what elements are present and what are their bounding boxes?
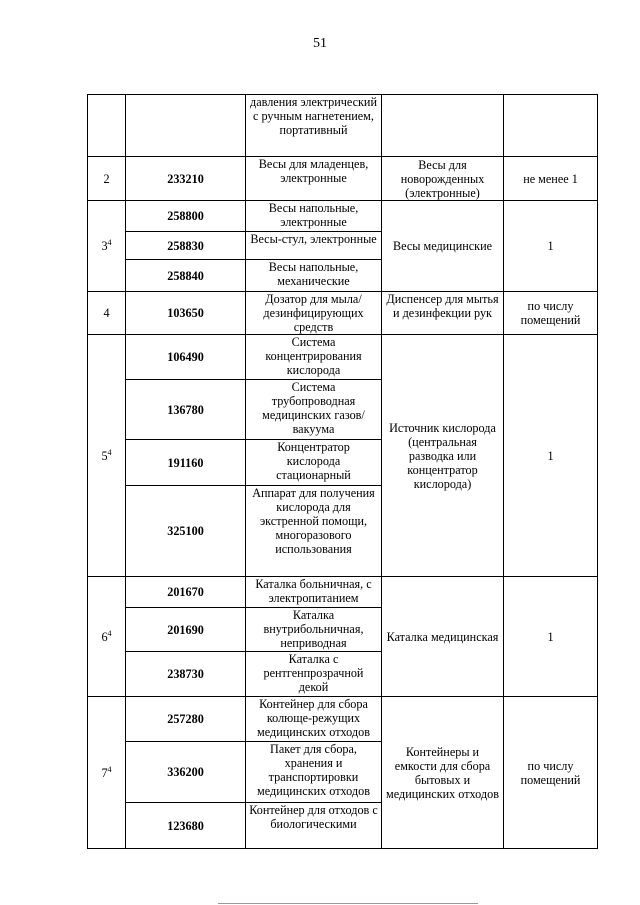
device-name-cell: Весы-стул, электронные	[246, 232, 382, 260]
footnote-marker: 4	[107, 447, 112, 457]
category-cell: Весы медицинские	[382, 201, 504, 292]
code-cell: 238730	[126, 652, 246, 697]
device-name-cell: давления электрический с ручным нагнетением, портативный	[246, 95, 382, 157]
row-number-cell: 4	[88, 292, 126, 335]
device-name-cell: Весы для младенцев, электронные	[246, 157, 382, 201]
category-cell: Весы для новорожденных (электронные)	[382, 157, 504, 201]
row-number-cell	[88, 697, 126, 849]
page-number: 51	[313, 36, 327, 51]
row-number: 5	[101, 448, 108, 463]
device-name-cell: Система трубопроводная медицинских газов/вакуума	[246, 380, 382, 440]
category-cell: Каталка медицинская	[382, 577, 504, 697]
category-cell: Источник кислорода (центральная разводка или концентратор кислорода)	[382, 335, 504, 577]
footnote-marker: 4	[107, 764, 112, 774]
quantity-cell	[504, 95, 598, 157]
table-row	[88, 697, 598, 742]
table-row	[88, 95, 598, 157]
row-number: 7	[101, 765, 108, 780]
row-number-cell: 2	[88, 157, 126, 201]
device-name-cell: Контейнер для сбора колюще-режущих медицинских отходов	[246, 697, 382, 742]
category-cell	[382, 95, 504, 157]
device-name-cell: Дозатор для мыла/ дезинфицирующих средств	[246, 292, 382, 335]
row-number: 3	[101, 239, 108, 253]
code-cell: 336200	[126, 742, 246, 803]
table-row	[88, 157, 598, 201]
table-row	[88, 201, 598, 232]
quantity-cell: 1	[504, 201, 598, 292]
scan-edge-line	[218, 903, 478, 904]
table-row	[88, 335, 598, 380]
code-cell: 106490	[126, 335, 246, 380]
code-cell	[126, 95, 246, 157]
code-cell: 258830	[126, 232, 246, 260]
quantity-cell: по числу помещений	[504, 697, 598, 849]
category-cell: Контейнеры и емкости для сбора бытовых и медицинских отходов	[382, 697, 504, 849]
device-name-cell: Весы напольные, электронные	[246, 201, 382, 232]
table-row	[88, 577, 598, 608]
quantity-cell: по числу помещений	[504, 292, 598, 335]
code-cell: 136780	[126, 380, 246, 440]
footnote-marker: 4	[107, 628, 112, 638]
row-number-cell	[88, 335, 126, 577]
device-name-cell: Каталка больничная, с электропитанием	[246, 577, 382, 608]
quantity-cell: 1	[504, 577, 598, 697]
device-name-cell: Контейнер для отходов с биологическими	[246, 803, 382, 849]
device-name-cell: Каталка с рентгенпрозрачной декой	[246, 652, 382, 697]
quantity-cell: 1	[504, 335, 598, 577]
code-cell: 191160	[126, 440, 246, 486]
device-name-cell: Весы напольные, механические	[246, 260, 382, 292]
code-cell: 201670	[126, 577, 246, 608]
quantity-cell: не менее 1	[504, 157, 598, 201]
code-cell: 258800	[126, 201, 246, 232]
equipment-table	[87, 94, 598, 849]
code-cell: 233210	[126, 157, 246, 201]
code-cell: 103650	[126, 292, 246, 335]
device-name-cell: Каталка внутрибольничная, неприводная	[246, 608, 382, 652]
row-number-cell	[88, 577, 126, 697]
device-name-cell: Пакет для сбора, хранения и транспортировки медицинских отходов	[246, 742, 382, 803]
code-cell: 325100	[126, 486, 246, 577]
code-cell: 123680	[126, 803, 246, 849]
footnote-marker: 4	[107, 237, 112, 247]
code-cell: 258840	[126, 260, 246, 292]
row-number-cell	[88, 95, 126, 157]
row-number-cell	[88, 201, 126, 292]
code-cell: 201690	[126, 608, 246, 652]
device-name-cell: Система концентрирования кислорода	[246, 335, 382, 380]
category-cell: Диспенсер для мытья и дезинфекции рук	[382, 292, 504, 335]
row-number: 6	[101, 629, 108, 644]
device-name-cell: Концентратор кислорода стационарный	[246, 440, 382, 486]
device-name-cell: Аппарат для получения кислорода для экстренной помощи, многоразового использования	[246, 486, 382, 577]
table-row	[88, 292, 598, 335]
code-cell: 257280	[126, 697, 246, 742]
